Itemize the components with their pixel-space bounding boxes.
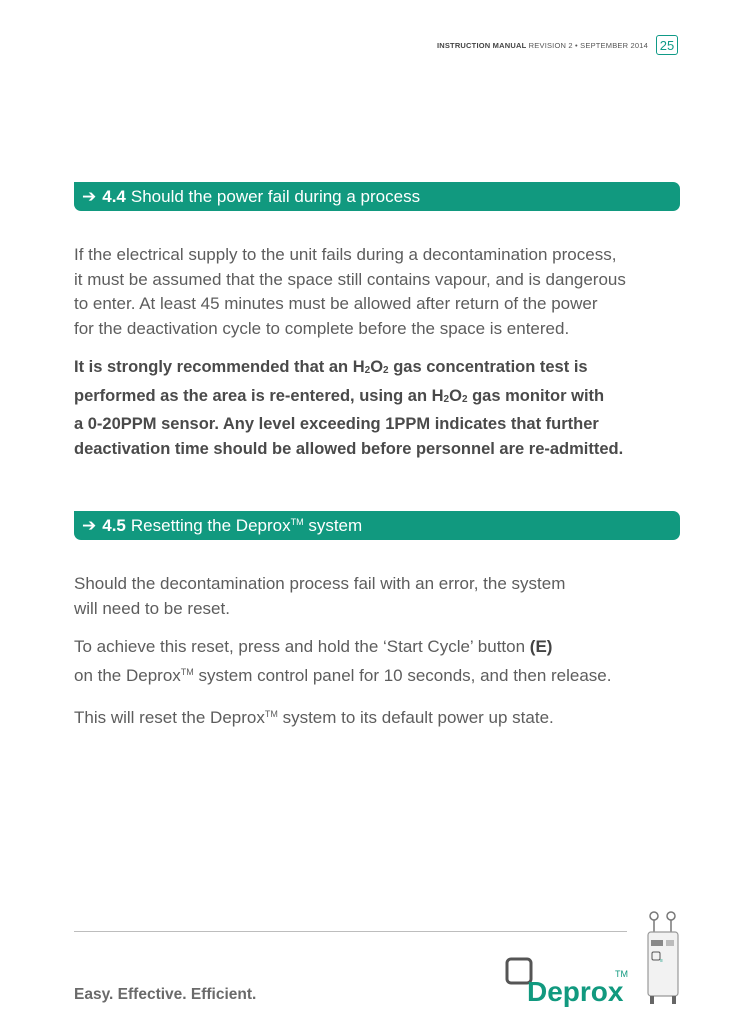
text-line [74, 702, 674, 731]
text-line: to enter. At least 45 minutes must be allowed after return of the power [74, 294, 598, 313]
section-number: 4.4 [102, 186, 126, 206]
trademark: TM [264, 709, 278, 719]
recommendation-paragraph [74, 355, 674, 461]
text-span: system control panel for 10 seconds, and then release. [193, 665, 612, 685]
text-span: performed as the area is re-entered, using an H [74, 386, 444, 405]
subscript: 2 [443, 393, 450, 405]
section-4-4-heading [74, 182, 680, 211]
text-line: a 0-20PPM sensor. Any level exceeding 1PPM indicates that further [74, 415, 599, 433]
text-line: Should the decontamination process fail with an error, the system [74, 574, 566, 593]
page-header [437, 35, 678, 55]
trademark: TM [180, 666, 194, 677]
footer-divider [74, 931, 627, 932]
text-line: it must be assumed that the space still contains vapour, and is dangerous [74, 269, 626, 289]
text-span: system [303, 515, 363, 535]
arrow-right-icon: ➔ [82, 515, 97, 535]
text-span: O [449, 386, 462, 405]
arrow-right-icon: ➔ [82, 186, 97, 206]
logo-trademark: TM [615, 969, 628, 979]
text-span: gas monitor with [467, 386, 605, 405]
footer-tagline: Easy. Effective. Efficient. [74, 986, 257, 1003]
subscript: 2 [364, 365, 371, 376]
reset-intro-paragraph [74, 572, 674, 621]
text-span: gas concentration test is [388, 358, 588, 376]
header-text [437, 41, 648, 50]
text-span: on the Deprox [74, 665, 181, 685]
text-line [74, 660, 674, 689]
text-span: This will reset the Deprox [74, 708, 265, 727]
text-span: It is strongly recommended that an H [74, 358, 365, 376]
button-reference: (E) [529, 637, 553, 656]
trademark: TM [290, 516, 304, 527]
deprox-device-icon [638, 906, 690, 1006]
reset-instruction-paragraph [74, 635, 674, 688]
section-number: 4.5 [102, 515, 126, 535]
text-line: deactivation time should be allowed before personnel are re-admitted. [74, 439, 624, 458]
text-span: system to its default power up state. [277, 708, 554, 727]
text-line [74, 384, 674, 413]
text-line [74, 635, 674, 660]
section-title: Should the power fail during a process [130, 186, 421, 206]
page-number: 25 [656, 35, 678, 55]
svg-text:≡: ≡ [660, 958, 663, 964]
subscript: 2 [383, 365, 389, 376]
text-span: Resetting the Deprox [130, 515, 291, 535]
subscript: 2 [461, 393, 468, 405]
deprox-logo [505, 955, 631, 1007]
text-line [74, 355, 674, 384]
logo-text: Deprox [527, 976, 624, 1007]
text-span: To achieve this reset, press and hold the ‘Start Cycle’ button [74, 637, 530, 656]
section-title [131, 516, 362, 536]
reset-result-paragraph [74, 702, 674, 731]
manual-label: INSTRUCTION MANUAL [436, 40, 527, 50]
power-fail-paragraph [74, 243, 674, 341]
revision-label: REVISION 2 • SEPTEMBER 2014 [528, 40, 648, 50]
text-line: If the electrical supply to the unit fails during a decontamination process, [74, 245, 617, 264]
text-line: for the deactivation cycle to complete before the space is entered. [74, 318, 570, 338]
text-span: O [370, 358, 384, 376]
section-4-5-heading [74, 511, 680, 540]
text-line: will need to be reset. [74, 598, 230, 618]
